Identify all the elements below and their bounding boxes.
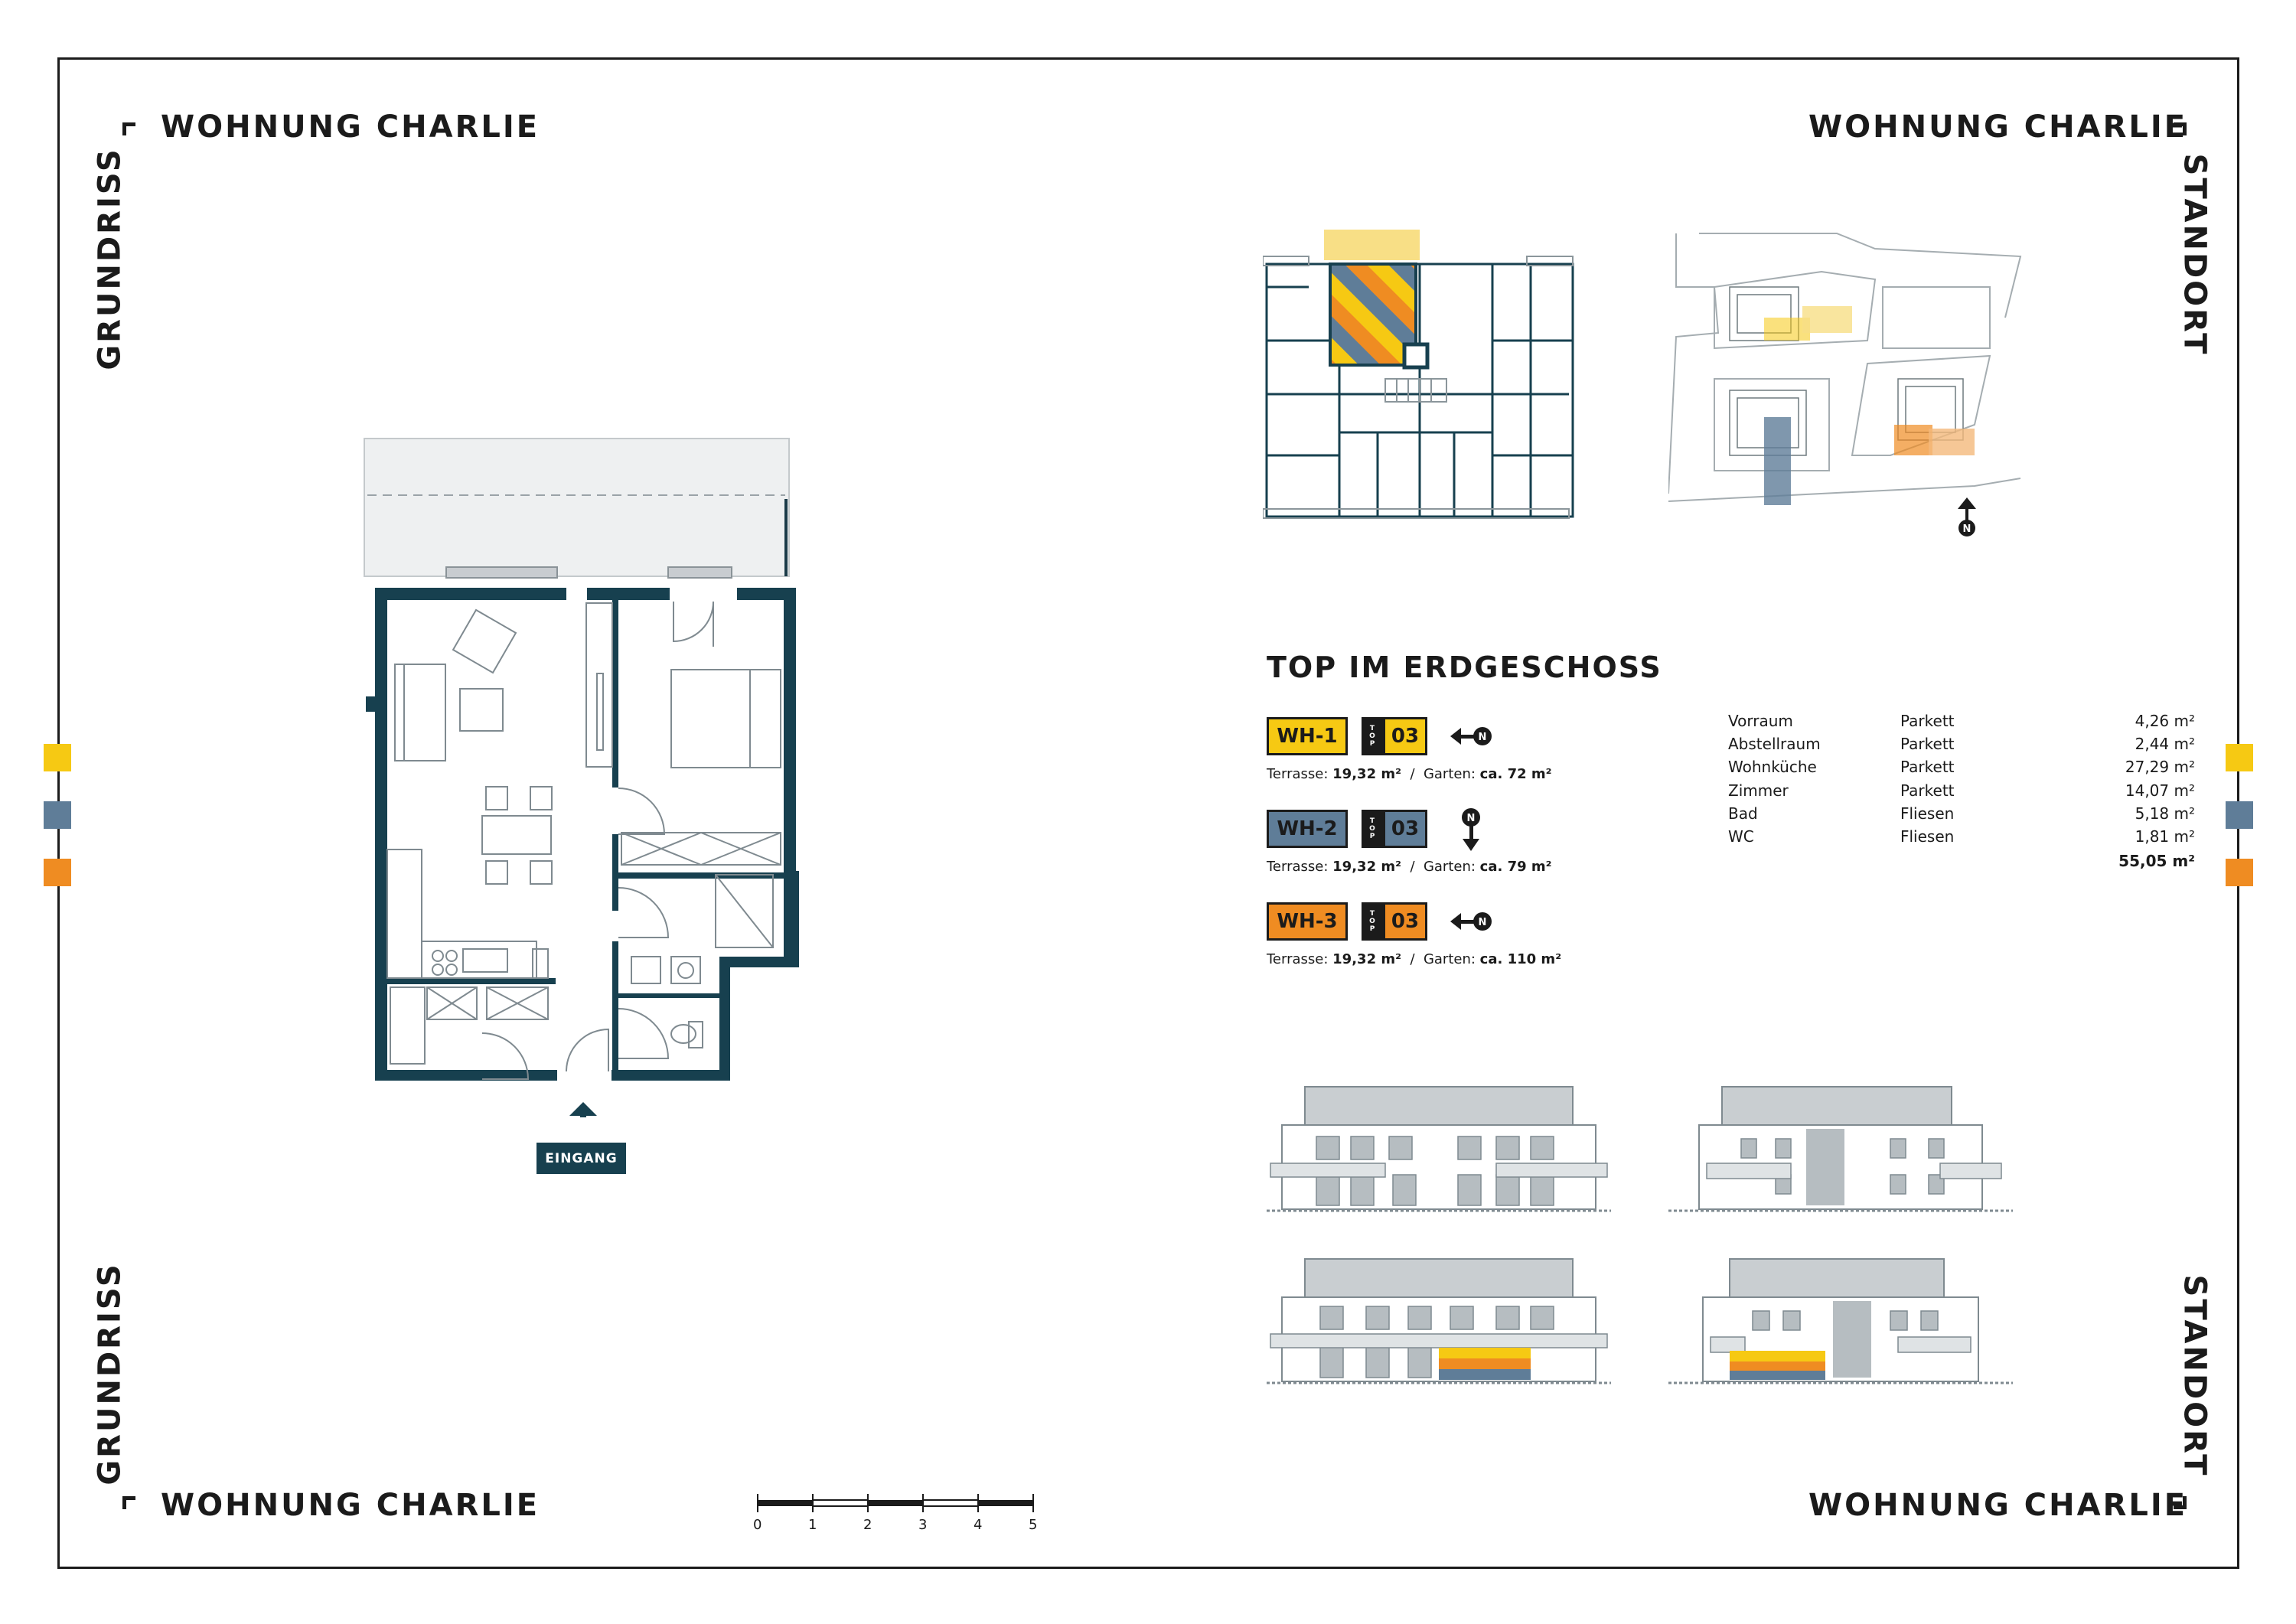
color-swatch-yellow (44, 744, 71, 771)
unit-badge: WH-2 (1267, 810, 1348, 848)
unit-number: 03 (1383, 902, 1427, 941)
entrance-label: EINGANG (536, 1143, 626, 1174)
unit-info: Terrasse: 19,32 m² / Garten: ca. 79 m² (1267, 859, 1552, 875)
unit-badge: WH-1 (1267, 717, 1348, 755)
side-label-right-bottom: STANDORT (2177, 1274, 2213, 1478)
title-top-right: WOHNUNG CHARLIE (1808, 109, 2188, 145)
room-row: Vorraum Parkett 4,26 m² (1728, 712, 2195, 730)
elevation-view-3 (1267, 1251, 1611, 1397)
section-heading: TOP IM ERDGESCHOSS (1267, 651, 1662, 684)
unit-number: 03 (1383, 810, 1427, 848)
building-key-plan (1263, 226, 1577, 532)
color-swatch-orange (44, 859, 71, 886)
svg-text:N: N (1478, 732, 1487, 743)
scale-tick-label: 0 (753, 1517, 762, 1533)
title-bottom-left: WOHNUNG CHARLIE (161, 1488, 540, 1523)
top-label: TOP (1362, 902, 1383, 941)
color-swatch-orange (2226, 859, 2253, 886)
color-swatch-blue (44, 801, 71, 829)
scale-tick-label: 1 (808, 1517, 817, 1533)
corner-bracket (122, 122, 135, 135)
room-row: Zimmer Parkett 14,07 m² (1728, 781, 2195, 800)
color-swatch-yellow (2226, 744, 2253, 771)
elevation-view-1 (1267, 1079, 1611, 1225)
room-row: Bad Fliesen 5,18 m² (1728, 804, 2195, 823)
site-plan (1668, 226, 2028, 540)
top-label: TOP (1362, 717, 1383, 755)
room-area-table (1728, 712, 2195, 870)
unit-info: Terrasse: 19,32 m² / Garten: ca. 110 m² (1267, 951, 1562, 967)
side-label-left-top: GRUNDRISS (92, 147, 128, 370)
scale-bar (754, 1492, 1037, 1515)
unit-info: Terrasse: 19,32 m² / Garten: ca. 72 m² (1267, 766, 1552, 782)
scale-tick-label: 3 (918, 1517, 928, 1533)
corner-bracket (122, 1496, 135, 1509)
side-label-left-bottom: GRUNDRISS (92, 1262, 128, 1485)
svg-text:N: N (1478, 917, 1487, 928)
north-letter: N (1962, 523, 1971, 535)
corner-bracket (2174, 122, 2187, 135)
scale-tick-label: 5 (1029, 1517, 1038, 1533)
total-area: 55,05 m² (2118, 852, 2195, 870)
room-row: Abstellraum Parkett 2,44 m² (1728, 735, 2195, 754)
north-arrow-icon (1450, 908, 1496, 934)
elevation-view-4 (1668, 1251, 2013, 1397)
apartment-floorplan (352, 429, 811, 1117)
svg-text:N: N (1466, 813, 1476, 824)
north-arrow-icon (1458, 808, 1484, 851)
room-row: Wohnküche Parkett 27,29 m² (1728, 758, 2195, 777)
top-label: TOP (1362, 810, 1383, 848)
scale-tick-label: 2 (863, 1517, 872, 1533)
title-bottom-right: WOHNUNG CHARLIE (1808, 1488, 2188, 1523)
unit-number: 03 (1383, 717, 1427, 755)
scale-tick-label: 4 (974, 1517, 983, 1533)
side-label-right-top: STANDORT (2177, 153, 2213, 357)
title-top-left: WOHNUNG CHARLIE (161, 109, 540, 145)
room-row: WC Fliesen 1,81 m² (1728, 827, 2195, 846)
color-swatch-blue (2226, 801, 2253, 829)
elevation-view-2 (1668, 1079, 2013, 1225)
unit-badge: WH-3 (1267, 902, 1348, 941)
north-arrow-icon (1450, 723, 1496, 749)
corner-bracket (2174, 1496, 2187, 1509)
